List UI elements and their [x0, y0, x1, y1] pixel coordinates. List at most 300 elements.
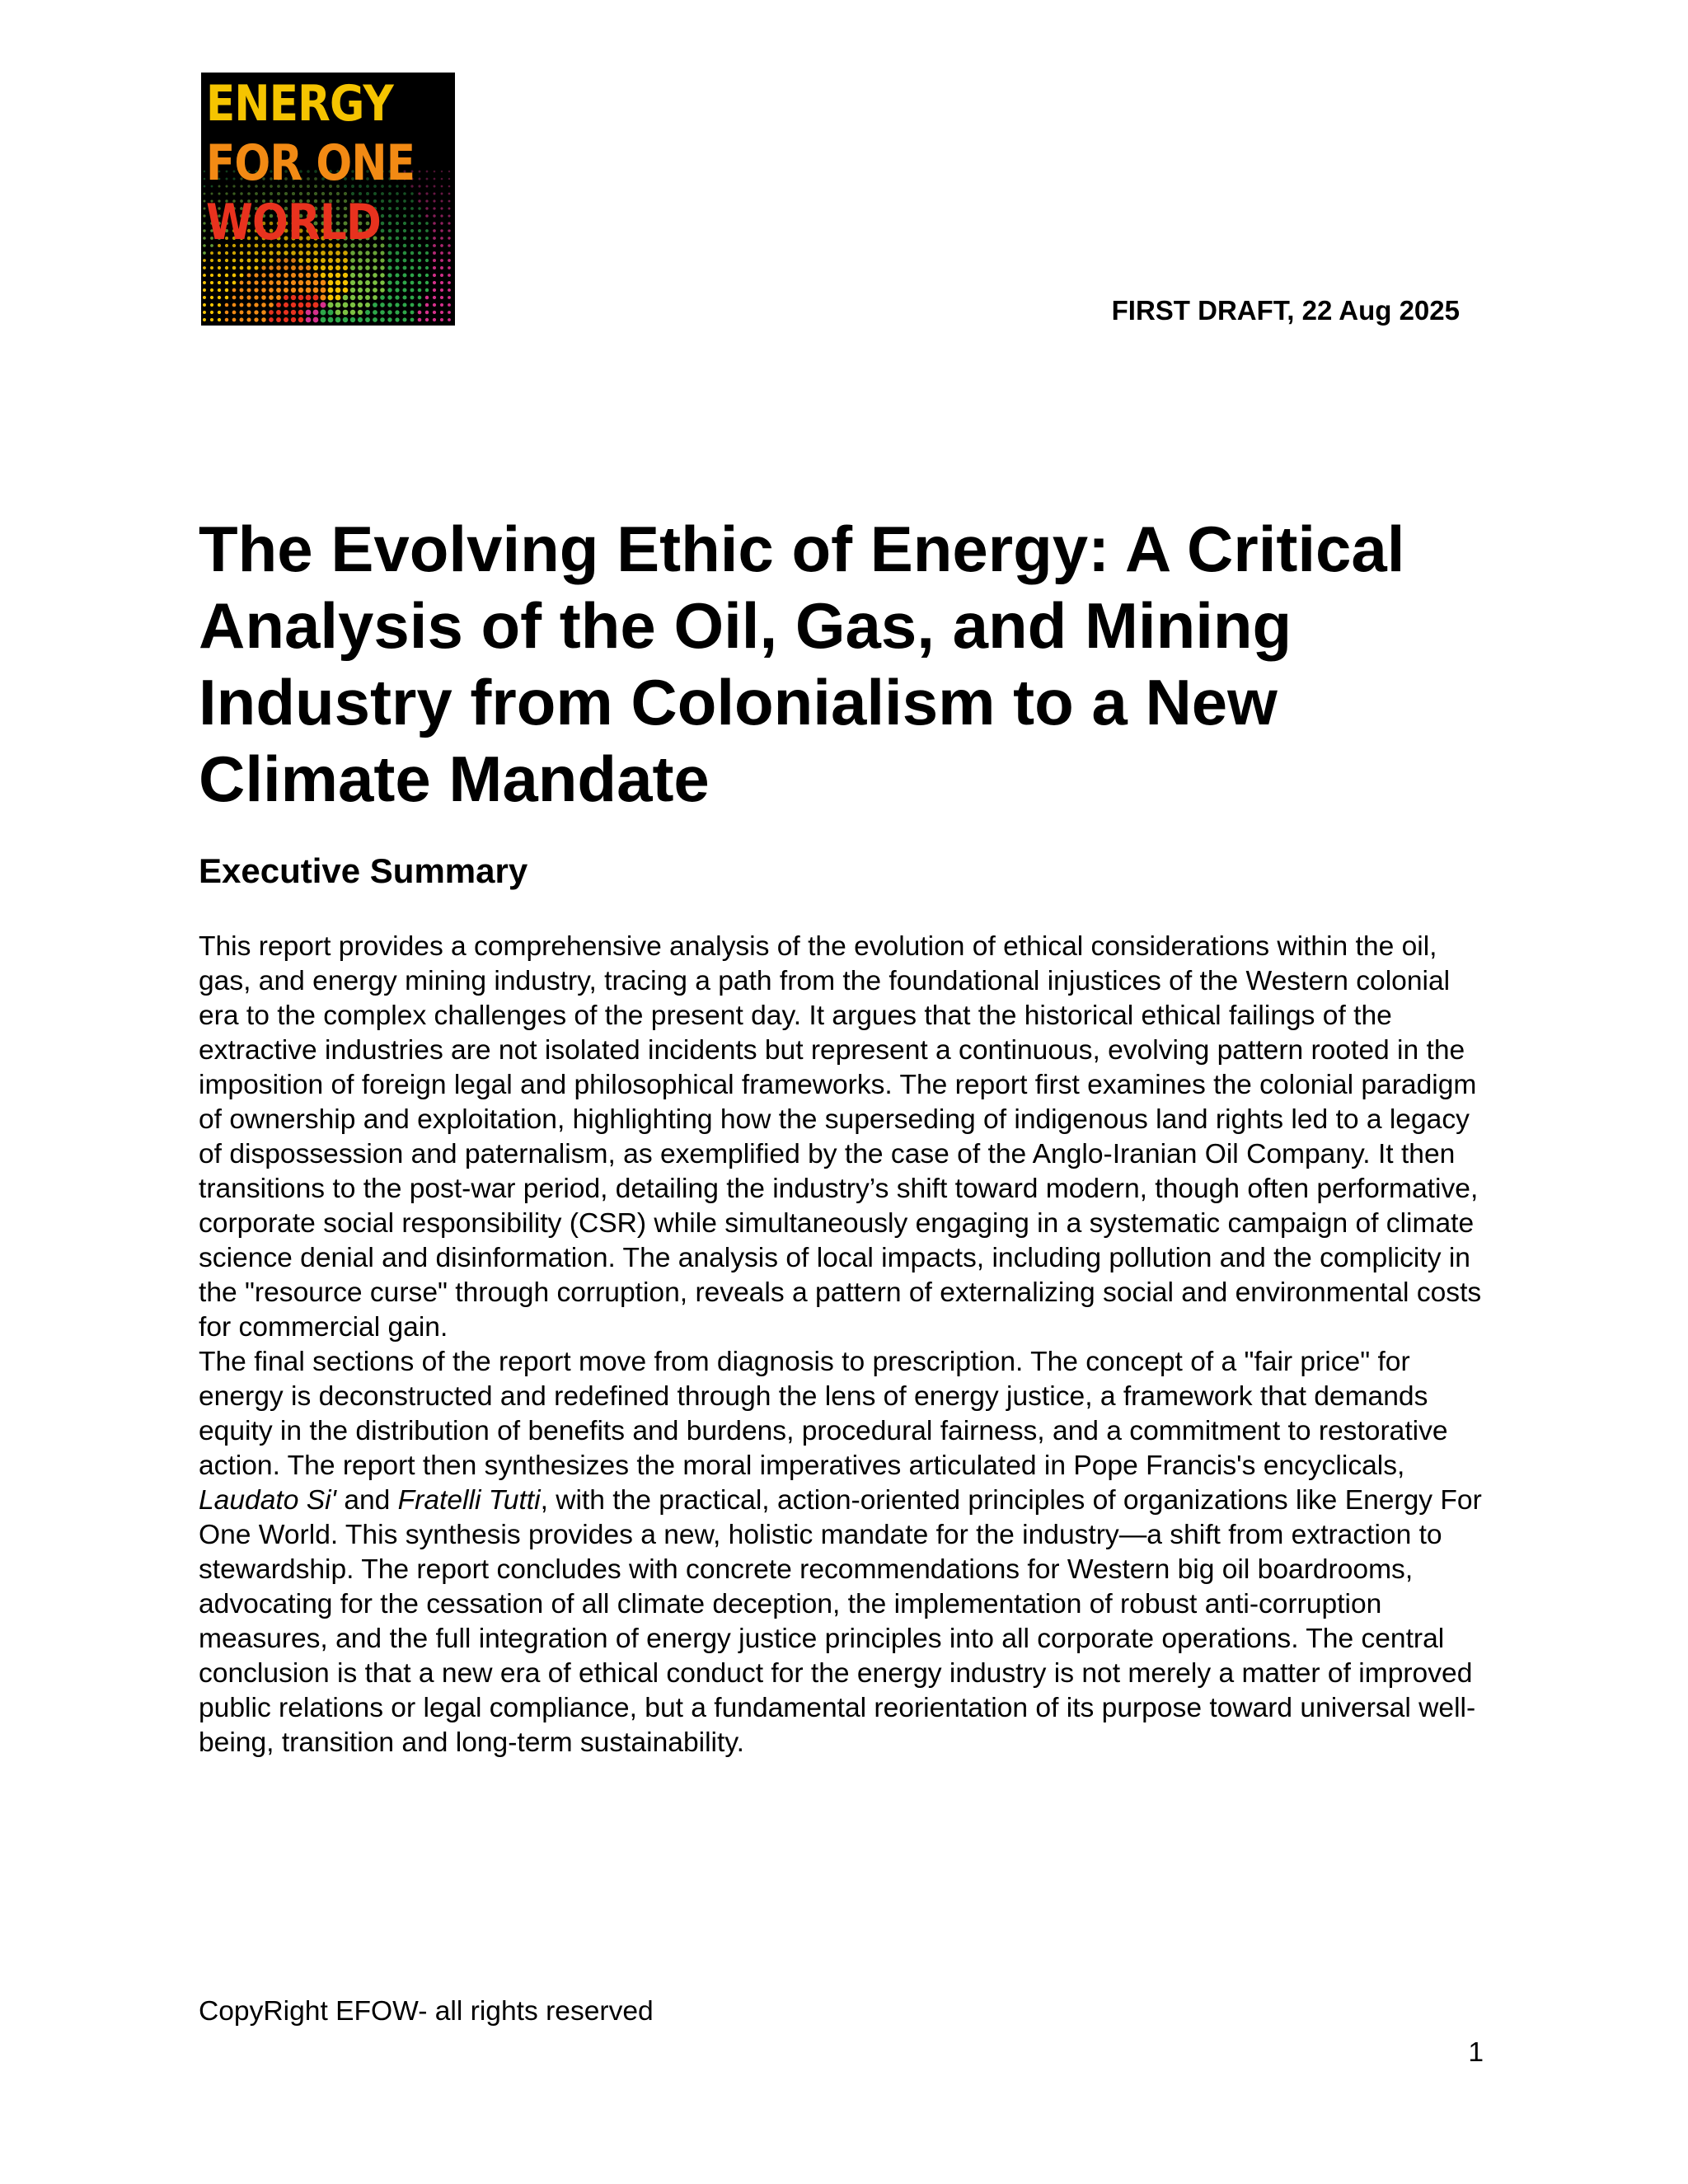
logo-dot [218, 281, 221, 284]
logo-dot [448, 171, 450, 172]
logo-dot [335, 288, 341, 293]
logo-dot [441, 171, 443, 172]
logo-dot [313, 280, 319, 286]
logo-dot [298, 302, 304, 308]
logo-dot [373, 288, 377, 293]
logo-dot [246, 317, 251, 321]
logo-dot [448, 237, 450, 239]
logo-dot [433, 229, 436, 232]
logo-dot [402, 288, 406, 292]
logo-dot [440, 266, 443, 269]
logo-dot [425, 311, 429, 314]
logo-dot [395, 310, 399, 314]
logo-dot [254, 302, 258, 307]
logo-dot [218, 259, 221, 262]
logo-dot [440, 214, 443, 217]
logo-dot [321, 288, 326, 293]
logo-dot [448, 193, 451, 195]
logo-dot [246, 280, 251, 284]
logo-dot [373, 302, 377, 307]
logo-dot [380, 295, 385, 300]
logo-dot [425, 266, 429, 269]
logo-dot [395, 295, 399, 299]
logo-dot [365, 302, 370, 307]
logo-dot [321, 273, 326, 278]
logo-dot [261, 302, 266, 307]
logo-dot [284, 310, 288, 315]
logo-dot [387, 302, 392, 307]
logo-dot [291, 302, 296, 307]
logo-dot [240, 318, 244, 322]
logo-dot [204, 185, 206, 188]
logo-dot [418, 288, 422, 293]
logo-dot [343, 273, 348, 278]
logo-dot [426, 171, 429, 173]
logo-dot [247, 259, 251, 263]
logo-dot [425, 259, 429, 262]
logo-dot [306, 317, 312, 323]
logo-dot [425, 288, 429, 292]
logo-dot [306, 302, 312, 308]
logo-dot [448, 311, 451, 314]
logo-dot [403, 281, 407, 285]
logo-dot [218, 303, 221, 307]
logo-dot [291, 273, 296, 278]
encyclical-title-fratelli-tutti: Fratelli Tutti [397, 1485, 541, 1516]
logo-dot [358, 273, 363, 278]
logo-dot [440, 244, 443, 247]
logo-dot [261, 280, 265, 284]
logo-dot [284, 265, 288, 270]
logo-dot [254, 258, 258, 262]
logo-dot [441, 178, 443, 180]
logo-dot [232, 274, 237, 278]
logo-dot [261, 265, 265, 269]
logo-dot [387, 258, 392, 262]
logo-dot [410, 266, 415, 270]
logo-dot [425, 199, 428, 202]
logo-dot [410, 311, 415, 315]
logo-dot [313, 265, 318, 270]
logo-dot [276, 273, 281, 278]
logo-dot [261, 288, 266, 293]
logo-dot [246, 288, 251, 292]
logo-dot [306, 288, 312, 293]
logo-dot [387, 288, 392, 292]
logo-dot [328, 258, 333, 263]
logo-dot [350, 273, 355, 278]
logo-dot [403, 318, 407, 322]
logo-dot [373, 265, 377, 270]
logo-dot [395, 280, 399, 284]
logo-dot [276, 295, 281, 300]
executive-summary-body [199, 930, 1484, 1760]
logo-dot [358, 280, 363, 285]
logo-dot [261, 273, 265, 277]
logo-dot [225, 281, 229, 285]
logo-dot [276, 288, 281, 293]
logo-dot [306, 265, 311, 270]
logo-dot [387, 310, 392, 314]
logo-dot [433, 318, 436, 321]
logo-dot [425, 185, 428, 187]
logo-dot [313, 273, 318, 278]
logo-dot [440, 237, 443, 240]
logo-dot [210, 274, 213, 277]
logo-dot [425, 318, 429, 321]
logo-dot [433, 222, 436, 225]
logo-dot [218, 274, 221, 277]
logo-dot [365, 288, 370, 293]
logo-dot [240, 274, 244, 278]
logo-dot [373, 273, 377, 278]
logo-dot [218, 288, 221, 292]
logo-dot [276, 265, 281, 270]
logo-dot [433, 214, 435, 217]
logo-dot [269, 288, 274, 293]
logo-dot [306, 310, 312, 316]
logo-dot [284, 288, 288, 293]
logo-dot [328, 288, 334, 293]
logo-dot [350, 288, 355, 293]
logo-dot [335, 295, 341, 301]
logo-dot [448, 281, 451, 284]
logo-dot [358, 258, 363, 263]
logo-dot [313, 288, 319, 293]
logo-dot [448, 303, 451, 307]
logo-dot [440, 229, 443, 232]
logo-dot [373, 310, 377, 315]
logo-dot [246, 295, 251, 299]
logo-dot [358, 295, 363, 300]
logo-dot [210, 296, 213, 299]
logo-dot [203, 311, 206, 314]
logo-dot [298, 273, 303, 278]
logo-dot [418, 303, 422, 307]
logo-dot [298, 288, 303, 293]
logo-dot [358, 265, 363, 270]
logo-dot [425, 222, 429, 225]
logo-dot [327, 302, 333, 307]
logo-dot [343, 258, 348, 263]
document-title: The Evolving Ethic of Energy: A Critical Analysis of the Oil, Gas, and Mining Industry from Colonialism to a New Climate Mandate [199, 513, 1405, 815]
logo-dot [254, 265, 258, 269]
logo-dot [232, 296, 237, 300]
logo-dot [440, 318, 443, 321]
logo-dot [291, 310, 296, 315]
logo-dot [276, 310, 281, 315]
logo-line-energy: ENERGY [206, 75, 393, 133]
logo-dot [433, 251, 436, 255]
logo-dot [225, 318, 229, 322]
logo-dot [254, 295, 258, 299]
logo-dot [240, 281, 244, 285]
logo-dot [448, 251, 451, 255]
logo-dot [380, 273, 384, 277]
logo-dot [247, 266, 251, 270]
logo-dot [440, 288, 443, 292]
logo-dot [276, 258, 281, 263]
logo-dot [218, 296, 221, 299]
logo-dot [358, 310, 363, 315]
logo-dot [225, 259, 228, 262]
logo-dot [321, 265, 326, 270]
logo-dot [240, 296, 244, 300]
logo-dot [204, 171, 205, 172]
summary-paragraph-2 [199, 1345, 1484, 1760]
logo-dot [240, 266, 244, 270]
logo-dot [218, 311, 221, 314]
logo-dot [365, 295, 370, 300]
logo-dot [418, 296, 422, 300]
logo-dot [433, 303, 436, 307]
logo-dot [440, 281, 443, 284]
logo-dot [448, 222, 450, 224]
logo-dot [276, 317, 281, 322]
logo-dot [350, 280, 355, 285]
logo-dot [380, 310, 385, 315]
logo-dot [269, 273, 274, 278]
logo-dot [418, 311, 422, 315]
logo-dot [254, 310, 258, 314]
logo-dot [328, 295, 334, 301]
logo-dot [395, 288, 399, 292]
logo-dot [365, 317, 370, 322]
logo-dot [350, 302, 355, 307]
logo-dot [276, 280, 281, 285]
logo-dot [350, 295, 355, 300]
logo-dot [321, 317, 326, 323]
logo-dot [298, 265, 303, 270]
logo-dot [402, 310, 406, 314]
paragraph-2-text-a: The final sections of the report move from diagnosis to prescription. The concept of a "fair price" for energy is deconstructed and redefined through the lens of energy justice, a framework that demands equity in the distribution of benefits and burdens, procedural fairness, and a commitment to restorative action. The report then synthesizes the moral imperatives articulated in Pope Francis's encyclicals, [199, 1347, 1448, 1481]
logo-dot [440, 303, 443, 307]
logo-dot [335, 310, 341, 316]
logo-dot [225, 266, 228, 269]
logo-dot [246, 302, 251, 307]
logo-dot [313, 258, 318, 263]
logo-dot [203, 259, 206, 262]
logo-dot [403, 274, 407, 278]
logo-dot [335, 265, 340, 270]
logo-dot [358, 288, 363, 293]
logo-dot [335, 258, 340, 263]
copyright-notice: CopyRight EFOW- all rights reserved [199, 1996, 654, 2027]
logo-dot [269, 280, 274, 285]
logo-dot [328, 273, 333, 278]
logo-dot [433, 207, 435, 209]
encyclical-title-laudato-si: Laudato Si' [199, 1485, 336, 1516]
logo-dot [328, 280, 334, 286]
logo-dot [269, 302, 274, 307]
logo-dot [402, 295, 406, 299]
logo-dot [240, 259, 244, 263]
section-heading: Executive Summary [199, 851, 528, 890]
logo-dot [298, 310, 304, 316]
logo-dot [403, 266, 407, 270]
logo-dot [335, 302, 341, 308]
logo-dot [343, 317, 348, 322]
logo-dot [365, 265, 370, 270]
logo-dot [448, 178, 450, 180]
logo-dot [284, 273, 288, 278]
logo-dot [291, 317, 296, 322]
logo-dot [254, 288, 258, 292]
logo-dot [440, 199, 443, 202]
logo-dot [321, 310, 326, 316]
energy-for-one-world-logo [201, 73, 455, 326]
logo-dot [358, 317, 363, 322]
logo-dot [313, 317, 319, 323]
logo-dot [269, 258, 273, 262]
logo-dot [343, 265, 348, 270]
logo-dot [425, 244, 429, 247]
logo-dot [240, 303, 244, 307]
logo-dot [306, 295, 312, 301]
logo-dot [321, 258, 326, 263]
logo-dot [328, 310, 334, 316]
logo-dot [232, 303, 237, 307]
logo-dot [313, 302, 319, 308]
logo-dot [284, 258, 288, 263]
logo-dot [269, 317, 274, 322]
logo-dot [284, 295, 288, 300]
logo-dot [440, 222, 443, 224]
logo-dot [373, 258, 377, 262]
logo-dot [232, 288, 237, 293]
logo-dot [343, 302, 349, 308]
logo-dot [433, 199, 435, 202]
logo-dot [380, 265, 384, 269]
logo-dot [448, 185, 451, 188]
logo-dot [343, 310, 349, 316]
logo-dot [448, 288, 451, 292]
logo-dot [232, 311, 237, 315]
logo-dot [261, 310, 266, 315]
logo-dot [410, 318, 415, 322]
logo-dot [380, 258, 384, 262]
logo-dot [380, 317, 385, 322]
logo-dot [343, 295, 349, 301]
logo-dot [232, 259, 237, 263]
logo-dot [440, 311, 443, 314]
logo-dot [418, 259, 421, 262]
logo-dot [210, 288, 213, 292]
logo-dot [365, 310, 370, 315]
logo-dot [418, 266, 421, 269]
logo-dot [284, 317, 288, 322]
logo-dot [448, 266, 451, 269]
logo-dot [225, 274, 228, 277]
logo-dot [433, 274, 436, 277]
logo-dot [320, 302, 326, 307]
logo-dot [433, 311, 436, 314]
logo-dot [203, 281, 206, 284]
logo-dot [448, 244, 451, 247]
logo-dot [441, 185, 443, 188]
logo-dot [433, 192, 435, 194]
logo-dot [276, 302, 281, 307]
logo-dot [225, 311, 229, 315]
logo-dot [320, 294, 326, 300]
logo-dot [380, 302, 385, 307]
logo-line-for-one: FOR ONE [206, 134, 415, 192]
logo-dot [218, 318, 221, 321]
logo-dot [261, 258, 265, 262]
logo-dot [448, 296, 451, 299]
logo-dot [204, 178, 206, 180]
logo-dot [298, 317, 303, 322]
logo-dot [328, 265, 333, 270]
logo-dot [203, 288, 206, 292]
logo-dot [210, 303, 213, 307]
logo-dot [210, 311, 213, 314]
logo-dot [410, 259, 415, 263]
logo-dot [425, 281, 429, 284]
logo-dot [373, 295, 377, 300]
logo-dot [269, 265, 273, 269]
summary-paragraph-1: This report provides a comprehensive analysis of the evolution of ethical considerations within the oil, gas, and energy mining industry, tracing a path from the foundational injustices of the Western colonial era to the complex challenges of the present day. It argues that the historical ethical failings of the extractive industries are not isolated incidents but represent a continuous, evolving pattern rooted in the imposition of foreign legal and philosophical frameworks. The report first examines the colonial paradigm of ownership and exploitation, highlighting how the superseding of indigenous land rights led to a legacy of dispossession and paternalism, as exemplified by the case of the Anglo-Iranian Oil Company. It then transitions to the post-war period, detailing the industry’s shift toward modern, though often performative, corporate social responsibility (CSR) while simultaneously engaging in a systematic campaign of climate science denial and disinformation. The analysis of local impacts, including pollution and the complicity in the "resource curse" through corruption, reveals a pattern of externalizing social and environmental costs for commercial gain. [199, 931, 1482, 1343]
logo-dot [433, 281, 436, 284]
logo-dot [261, 317, 266, 322]
logo-dot [365, 273, 370, 278]
logo-dot [210, 259, 213, 262]
logo-dot [306, 258, 311, 263]
logo-dot [373, 317, 377, 322]
logo-dot [425, 274, 429, 277]
logo-dot [440, 207, 443, 209]
logo-dot [387, 273, 392, 277]
logo-dot [210, 281, 213, 284]
logo-dot [204, 193, 206, 195]
logo-line-world: WORLD [206, 194, 381, 251]
logo-dot [240, 311, 244, 315]
logo-dot [433, 244, 436, 247]
logo-dot [425, 303, 429, 307]
logo-dot [306, 280, 311, 285]
logo-dot [418, 281, 422, 285]
logo-dot [395, 317, 399, 321]
logo-dot [246, 310, 251, 314]
logo-dot [434, 178, 436, 180]
logo-dot [328, 317, 334, 323]
paragraph-2-text-b: and [335, 1485, 398, 1516]
logo-dot [410, 303, 415, 307]
logo-dot [210, 266, 213, 269]
logo-dot [440, 274, 443, 277]
logo-dot [291, 288, 296, 293]
logo-dot [395, 302, 399, 307]
logo-dot [365, 258, 370, 263]
logo-dot [203, 296, 206, 299]
logo-dot [343, 280, 348, 285]
logo-dot [448, 208, 451, 210]
logo-dot [425, 192, 428, 194]
logo-dot [321, 280, 326, 286]
logo-dot [246, 273, 251, 277]
logo-dot [448, 229, 450, 232]
logo-dot [232, 281, 237, 285]
logo-dot [254, 273, 258, 277]
logo-dot [298, 295, 304, 301]
logo-dot [313, 295, 319, 301]
logo-dot [410, 288, 415, 293]
logo-dot [396, 259, 400, 263]
logo-dot [387, 295, 392, 299]
logo-dot [298, 280, 303, 285]
logo-dot [410, 274, 415, 278]
logo-dot [440, 251, 443, 255]
